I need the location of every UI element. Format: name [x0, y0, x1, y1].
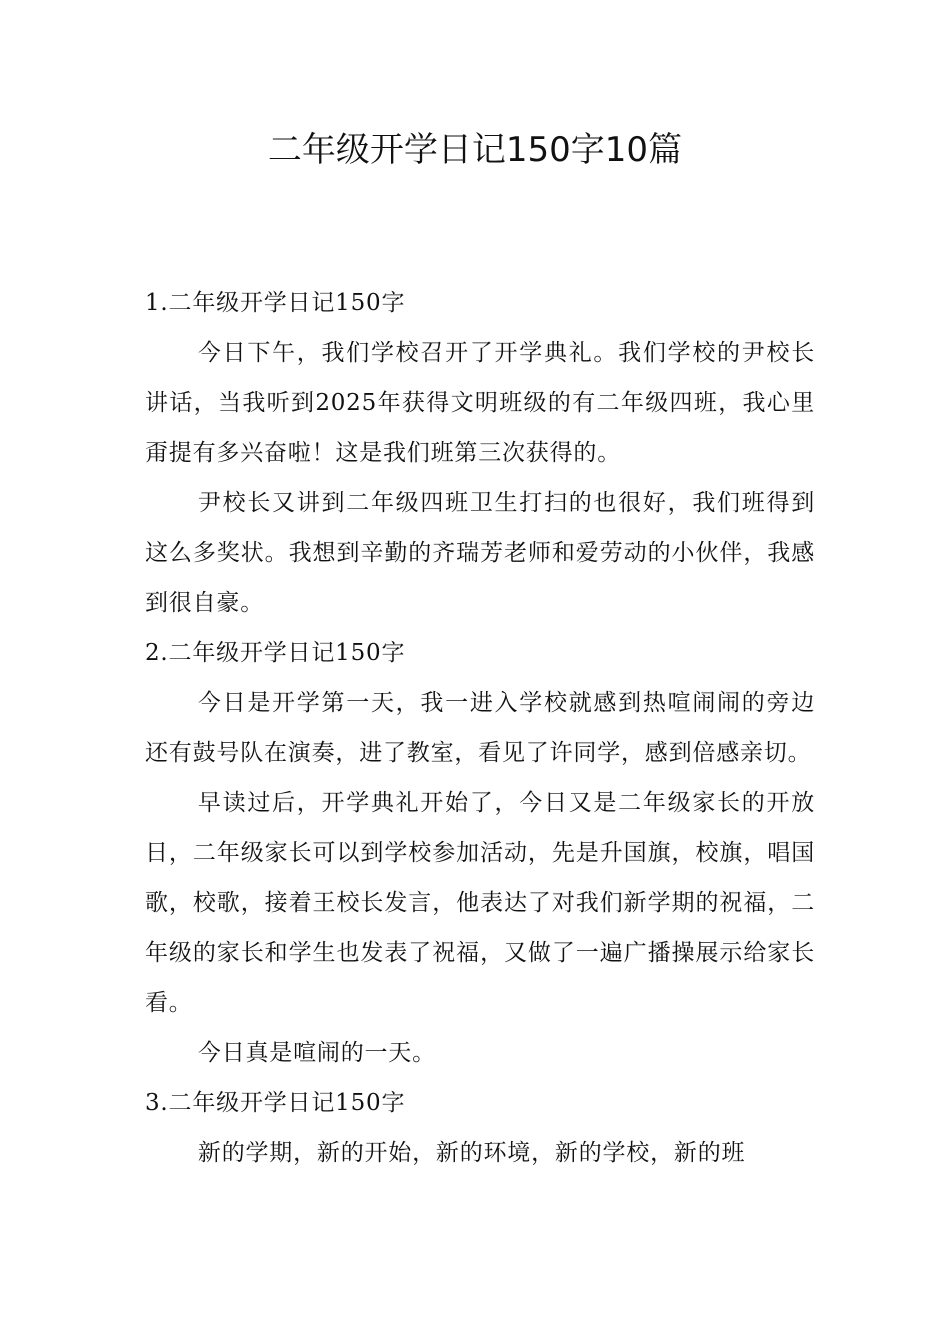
paragraph: 早读过后，开学典礼开始了，今日又是二年级家长的开放日，二年级家长可以到学校参加活动，先是升国旗，校旗，唱国歌，校歌，接着王校长发言，他表达了对我们新学期的祝福，二年级的家长和学生也发表了祝福，又做了一遍广播操展示给家长看。	[145, 790, 815, 1016]
section-heading: 3.二年级开学日记150字	[145, 1090, 406, 1116]
paragraph: 今日下午，我们学校召开了开学典礼。我们学校的尹校长讲话，当我听到2025年获得文明班级的有二年级四班，我心里甭提有多兴奋啦！这是我们班第三次获得的。	[145, 340, 815, 466]
section-1	[145, 278, 815, 628]
paragraph: 尹校长又讲到二年级四班卫生打扫的也很好，我们班得到这么多奖状。我想到辛勤的齐瑞芳老师和爱劳动的小伙伴，我感到很自豪。	[145, 490, 815, 616]
document-title: 二年级开学日记150字10篇	[267, 130, 683, 170]
section-2	[145, 628, 815, 1078]
paragraph: 今日真是喧闹的一天。	[197, 1040, 436, 1066]
document-body	[145, 278, 815, 1178]
section-heading: 2.二年级开学日记150字	[145, 640, 406, 666]
paragraph: 今日是开学第一天，我一进入学校就感到热喧闹闹的旁边还有鼓号队在演奏，进了教室，看见了许同学，感到倍感亲切。	[145, 690, 815, 766]
section-heading: 1.二年级开学日记150字	[145, 290, 406, 316]
section-3	[145, 1078, 815, 1178]
paragraph: 新的学期，新的开始，新的环境，新的学校，新的班	[197, 1140, 746, 1166]
